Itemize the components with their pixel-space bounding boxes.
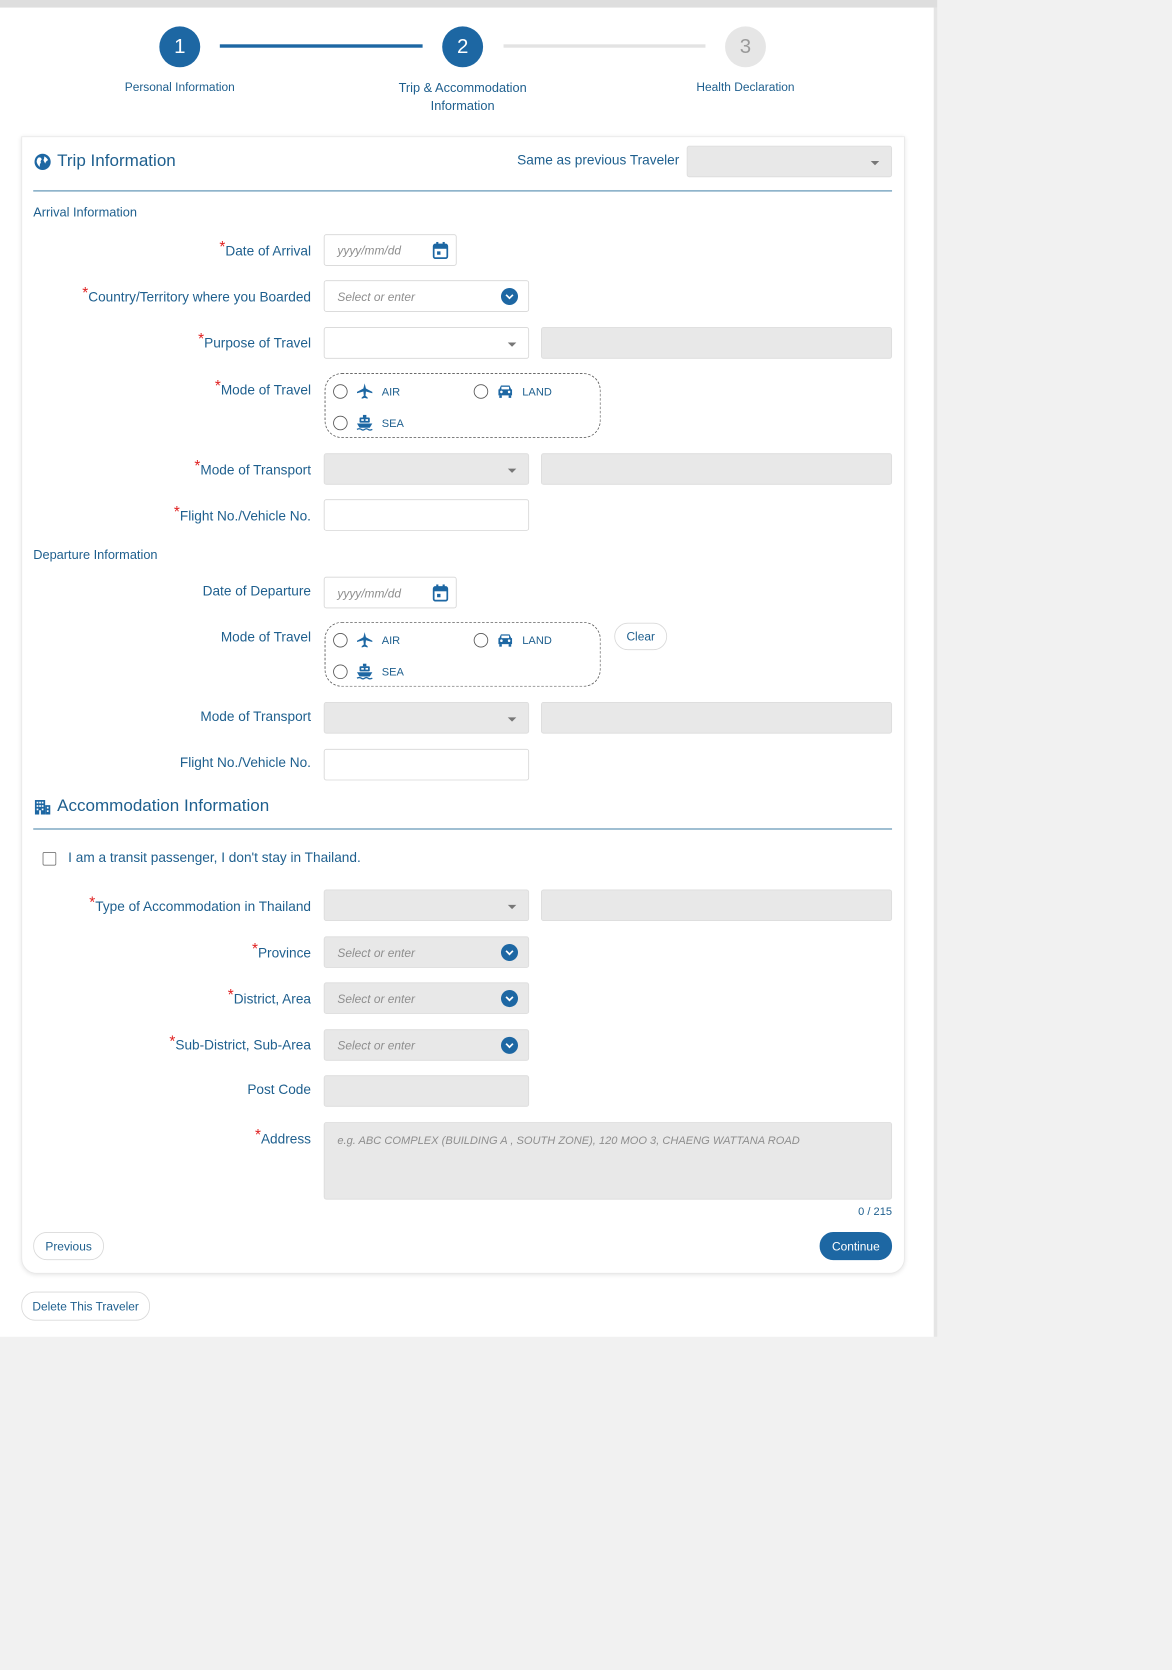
province-placeholder: Select or enter [337, 945, 415, 959]
departure-information-heading: Departure Information [33, 547, 158, 563]
air-label: AIR [381, 633, 401, 647]
district-text: District, Area [233, 992, 311, 1008]
ship-icon [356, 663, 373, 680]
airplane-icon [356, 383, 373, 400]
required-marker: * [219, 238, 226, 256]
arrival-mode-of-transport-select[interactable] [324, 453, 529, 485]
post-code-input[interactable] [324, 1075, 529, 1107]
purpose-of-travel-text: Purpose of Travel [204, 336, 311, 352]
transit-checkbox[interactable] [43, 852, 57, 866]
building-icon [33, 797, 52, 816]
accommodation-type-label [89, 893, 311, 915]
district-placeholder: Select or enter [337, 991, 415, 1005]
address-textarea[interactable] [324, 1122, 892, 1200]
trip-information-heading [33, 152, 176, 172]
country-boarded-label [82, 284, 311, 306]
delete-traveler-button[interactable]: Delete This Traveler [21, 1292, 150, 1321]
country-boarded-select[interactable] [324, 280, 529, 312]
step-connector-1 [220, 44, 423, 47]
arrival-mode-of-travel-label [214, 377, 311, 399]
previous-button[interactable]: Previous [33, 1232, 104, 1260]
required-marker: * [251, 940, 258, 958]
caret-down-icon [508, 468, 517, 472]
departure-mode-of-travel-group [325, 622, 601, 687]
country-boarded-text: Country/Territory where you Boarded [88, 290, 311, 306]
top-bar [0, 0, 937, 8]
accommodation-divider [33, 828, 892, 830]
arrival-mode-of-travel-text: Mode of Travel [220, 383, 311, 398]
clear-button[interactable]: Clear [614, 623, 667, 650]
chevron-down-icon[interactable] [501, 990, 518, 1007]
date-of-departure-label: Date of Departure [202, 584, 311, 599]
purpose-of-travel-label [198, 330, 311, 352]
arrival-flight-no-text: Flight No./Vehicle No. [179, 509, 311, 524]
arrival-mode-of-transport-label [194, 457, 311, 479]
departure-mode-of-transport-label: Mode of Transport [200, 709, 311, 725]
departure-mode-of-transport-select[interactable] [324, 702, 529, 734]
required-marker: * [89, 893, 96, 911]
province-label [251, 940, 311, 962]
accommodation-information-title: Accommodation Information [57, 796, 270, 816]
required-marker: * [173, 503, 180, 521]
required-marker: * [227, 986, 234, 1004]
continue-button[interactable]: Continue [820, 1232, 892, 1260]
step-3-label: Health Declaration [696, 80, 795, 94]
departure-transport-other-input[interactable] [541, 702, 892, 734]
arrival-mode-of-travel-group [325, 373, 601, 438]
step-3-number: 3 [739, 34, 752, 58]
date-placeholder: yyyy/mm/dd [337, 243, 402, 257]
date-of-departure-input[interactable] [324, 577, 457, 609]
radio-button[interactable] [333, 633, 347, 647]
accommodation-type-text: Type of Accommodation in Thailand [95, 899, 311, 915]
sea-label: SEA [381, 416, 404, 429]
departure-flight-no-input[interactable] [324, 749, 529, 781]
sea-label: SEA [381, 664, 404, 678]
air-label: AIR [381, 384, 401, 398]
subdistrict-label [169, 1032, 311, 1054]
arrival-information-heading: Arrival Information [33, 205, 137, 220]
subdistrict-text: Sub-District, Sub-Area [175, 1038, 311, 1054]
same-as-previous-label: Same as previous Traveler [517, 153, 680, 168]
subdistrict-placeholder: Select or enter [337, 1038, 415, 1052]
country-placeholder: Select or enter [337, 289, 415, 303]
car-icon [497, 383, 514, 400]
arrival-sea-option[interactable] [333, 414, 404, 431]
date-of-arrival-input[interactable] [324, 234, 457, 266]
radio-button[interactable] [474, 384, 488, 398]
transit-label[interactable]: I am a transit passenger, I don't stay in Thailand. [68, 851, 361, 866]
chevron-down-icon[interactable] [501, 944, 518, 961]
required-marker: * [194, 457, 201, 475]
province-text: Province [257, 946, 311, 962]
same-as-previous-select[interactable] [687, 146, 892, 178]
arrival-air-option[interactable] [333, 383, 400, 400]
departure-land-option[interactable] [474, 631, 552, 648]
address-text: Address [260, 1132, 311, 1147]
required-marker: * [82, 284, 89, 302]
post-code-label: Post Code [247, 1082, 311, 1098]
step-2-number: 2 [456, 34, 469, 58]
purpose-of-travel-select[interactable] [324, 327, 529, 359]
globe-icon [33, 152, 52, 171]
car-icon [497, 631, 514, 648]
chevron-down-icon[interactable] [501, 1036, 518, 1053]
trip-divider [33, 190, 892, 192]
trip-information-title: Trip Information [57, 151, 176, 171]
date-of-arrival-text: Date of Arrival [225, 244, 311, 260]
caret-down-icon [508, 717, 517, 721]
step-3-circle[interactable] [725, 26, 766, 67]
step-1-label: Personal Information [124, 80, 235, 94]
page-edge [934, 8, 937, 1337]
step-connector-2 [504, 44, 706, 47]
radio-button[interactable] [474, 633, 488, 647]
district-label [227, 986, 311, 1008]
accommodation-type-select[interactable] [324, 889, 529, 921]
required-marker: * [169, 1032, 176, 1050]
required-marker: * [254, 1126, 261, 1144]
ship-icon [356, 414, 373, 431]
required-marker: * [198, 330, 205, 348]
land-label: LAND [522, 384, 552, 398]
step-2-circle[interactable] [442, 26, 483, 67]
accommodation-other-input[interactable] [541, 889, 892, 921]
caret-down-icon [508, 904, 517, 908]
departure-sea-option[interactable] [333, 663, 404, 680]
chevron-down-icon[interactable] [501, 288, 518, 305]
arrival-flight-no-input[interactable] [324, 499, 529, 531]
departure-air-option[interactable] [333, 631, 400, 648]
address-placeholder: e.g. ABC COMPLEX (BUILDING A , SOUTH ZONE), 120 MOO 3, CHAENG WATTANA ROAD [337, 1134, 800, 1147]
purpose-other-input[interactable] [541, 327, 892, 359]
date-of-arrival-label [219, 238, 311, 260]
departure-mode-of-travel-label: Mode of Travel [220, 630, 311, 645]
radio-button[interactable] [333, 384, 347, 398]
departure-flight-no-label: Flight No./Vehicle No. [179, 755, 311, 771]
arrival-land-option[interactable] [474, 383, 552, 400]
arrival-flight-no-label [173, 503, 311, 525]
district-select[interactable] [324, 982, 529, 1014]
address-char-count: 0 / 215 [858, 1204, 893, 1218]
airplane-icon [356, 631, 373, 648]
address-label [254, 1126, 311, 1148]
step-2-label: Trip & Accommodation Information [398, 80, 527, 114]
arrival-transport-other-input[interactable] [541, 453, 892, 485]
subdistrict-select[interactable] [324, 1029, 529, 1061]
radio-button[interactable] [333, 415, 347, 429]
land-label: LAND [522, 633, 552, 647]
caret-down-icon [508, 342, 517, 346]
accommodation-information-heading [33, 797, 269, 817]
caret-down-icon [871, 161, 880, 165]
step-1-circle[interactable] [159, 26, 200, 67]
calendar-icon[interactable] [432, 241, 449, 260]
date-placeholder: yyyy/mm/dd [337, 585, 402, 600]
arrival-mode-of-transport-text: Mode of Transport [200, 463, 311, 478]
required-marker: * [214, 377, 221, 395]
radio-button[interactable] [333, 664, 347, 678]
step-1-number: 1 [174, 34, 186, 58]
province-select[interactable] [324, 936, 529, 968]
calendar-icon[interactable] [432, 583, 449, 602]
